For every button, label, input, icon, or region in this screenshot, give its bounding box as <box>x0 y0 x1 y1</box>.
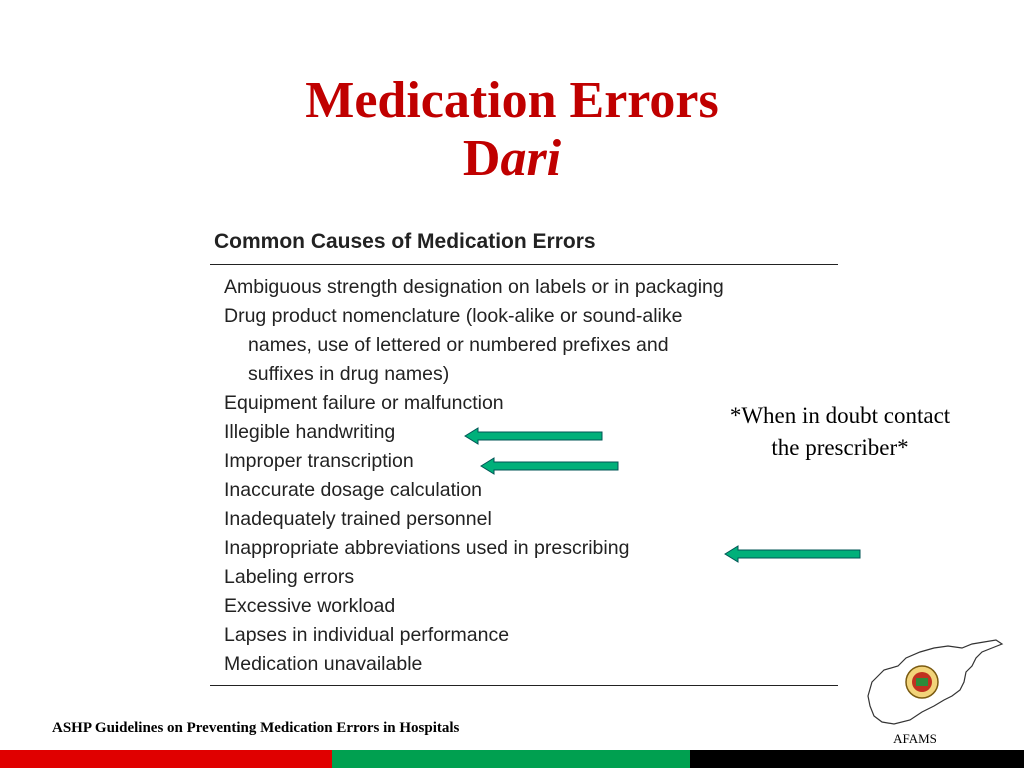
subtitle-prefix: D <box>462 130 501 187</box>
afghanistan-map-logo <box>864 636 1004 730</box>
list-item: Drug product nomenclature (look-alike or sound-alike <box>224 305 683 327</box>
list-item: Ambiguous strength designation on labels or in packaging <box>224 276 724 298</box>
list-item: Medication unavailable <box>224 653 423 675</box>
source-citation: ASHP Guidelines on Preventing Medication Errors in Hospitals <box>52 720 460 736</box>
table-heading: Common Causes of Medication Errors <box>214 230 596 253</box>
stripe-black <box>690 750 1024 768</box>
list-item: Excessive workload <box>224 595 396 617</box>
list-item: Illegible handwriting <box>224 421 396 443</box>
arrow-left-icon <box>480 457 620 475</box>
arrow-left-icon <box>464 427 604 445</box>
note-line-1: *When in doubt contact <box>729 403 951 428</box>
arrow-left-icon <box>724 545 862 563</box>
note-line-2: the prescriber* <box>771 435 909 460</box>
subtitle <box>0 130 1024 188</box>
prescriber-note <box>690 400 990 464</box>
slide-title <box>0 72 1024 188</box>
list-item: Improper transcription <box>224 450 414 472</box>
list-item: Inappropriate abbreviations used in prescribing <box>224 537 630 559</box>
stripe-green <box>332 750 690 768</box>
list-item: Labeling errors <box>224 566 355 588</box>
list-item: Lapses in individual performance <box>224 624 510 646</box>
title-text: Medication Errors <box>305 72 719 129</box>
subtitle-rest: ari <box>500 130 562 187</box>
list-item: Inadequately trained personnel <box>224 508 492 530</box>
table-bottom-rule <box>210 685 838 686</box>
list-item-continuation: names, use of lettered or numbered prefixes and <box>248 334 669 356</box>
stripe-red <box>0 750 332 768</box>
list-item: Inaccurate dosage calculation <box>224 479 483 501</box>
causes-list <box>210 265 838 685</box>
afams-label: AFAMS <box>893 731 937 746</box>
list-item-continuation: suffixes in drug names) <box>248 363 450 385</box>
list-item: Equipment failure or malfunction <box>224 392 504 414</box>
